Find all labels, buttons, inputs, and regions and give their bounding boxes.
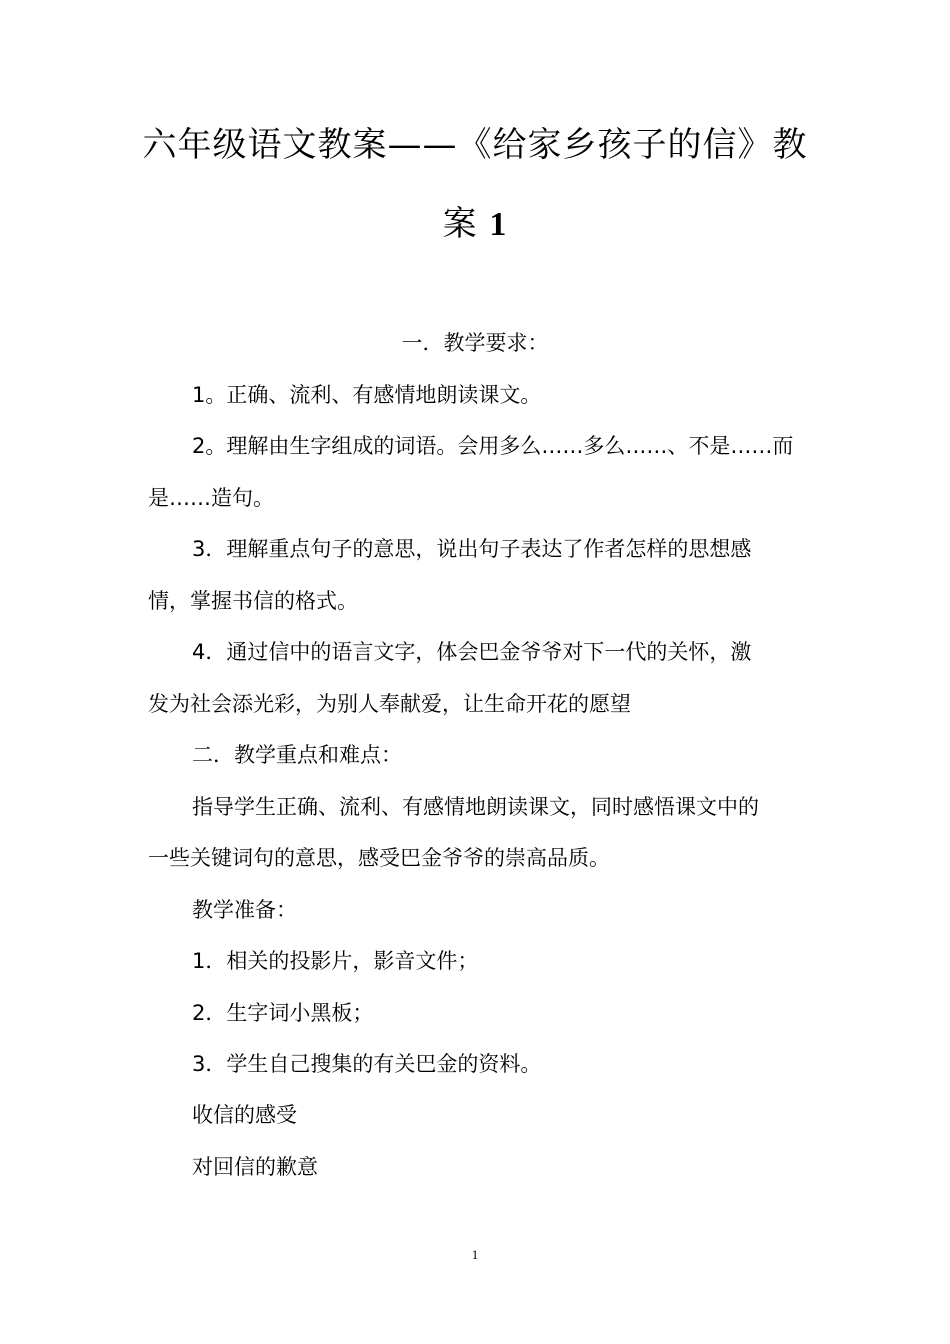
paragraph-line: 收信的感受 bbox=[192, 1103, 297, 1127]
paragraph-line: 2．生字词小黑板； bbox=[192, 1001, 374, 1025]
paragraph-line: 1．相关的投影片，影音文件； bbox=[192, 949, 479, 973]
title-line-2-number: 1 bbox=[489, 206, 508, 243]
paragraph-line: 1。正确、流利、有感情地朗读课文。 bbox=[192, 383, 542, 407]
paragraph-line: 3．理解重点句子的意思，说出句子表达了作者怎样的思想感 bbox=[192, 537, 752, 561]
paragraph-line: 指导学生正确、流利、有感情地朗读课文，同时感悟课文中的 bbox=[192, 795, 759, 819]
paragraph-line: 是……造句。 bbox=[148, 486, 274, 510]
paragraph-line: 对回信的歉意 bbox=[192, 1155, 318, 1179]
paragraph-line: 发为社会添光彩，为别人奉献爱，让生命开花的愿望 bbox=[148, 692, 631, 716]
page-number: 1 bbox=[471, 1247, 479, 1262]
title-line-1: 六年级语文教案——《给家乡孩子的信》教 bbox=[142, 125, 808, 165]
paragraph-line: 2。理解由生字组成的词语。会用多么……多么……、不是……而 bbox=[192, 434, 794, 458]
section-heading-requirements: 一．教学要求： bbox=[401, 331, 549, 355]
paragraph-line: 一些关键词句的意思，感受巴金爷爷的崇高品质。 bbox=[148, 846, 610, 870]
title-line-2-text: 案 bbox=[442, 204, 478, 244]
paragraph-line: 情，掌握书信的格式。 bbox=[148, 589, 358, 613]
section-heading-preparation: 教学准备： bbox=[192, 898, 297, 922]
paragraph-line: 4．通过信中的语言文字，体会巴金爷爷对下一代的关怀，激 bbox=[192, 640, 752, 664]
paragraph-line: 3．学生自己搜集的有关巴金的资料。 bbox=[192, 1052, 542, 1076]
title-line-2 bbox=[130, 204, 820, 245]
section-heading-key-points: 二．教学重点和难点： bbox=[192, 743, 402, 767]
